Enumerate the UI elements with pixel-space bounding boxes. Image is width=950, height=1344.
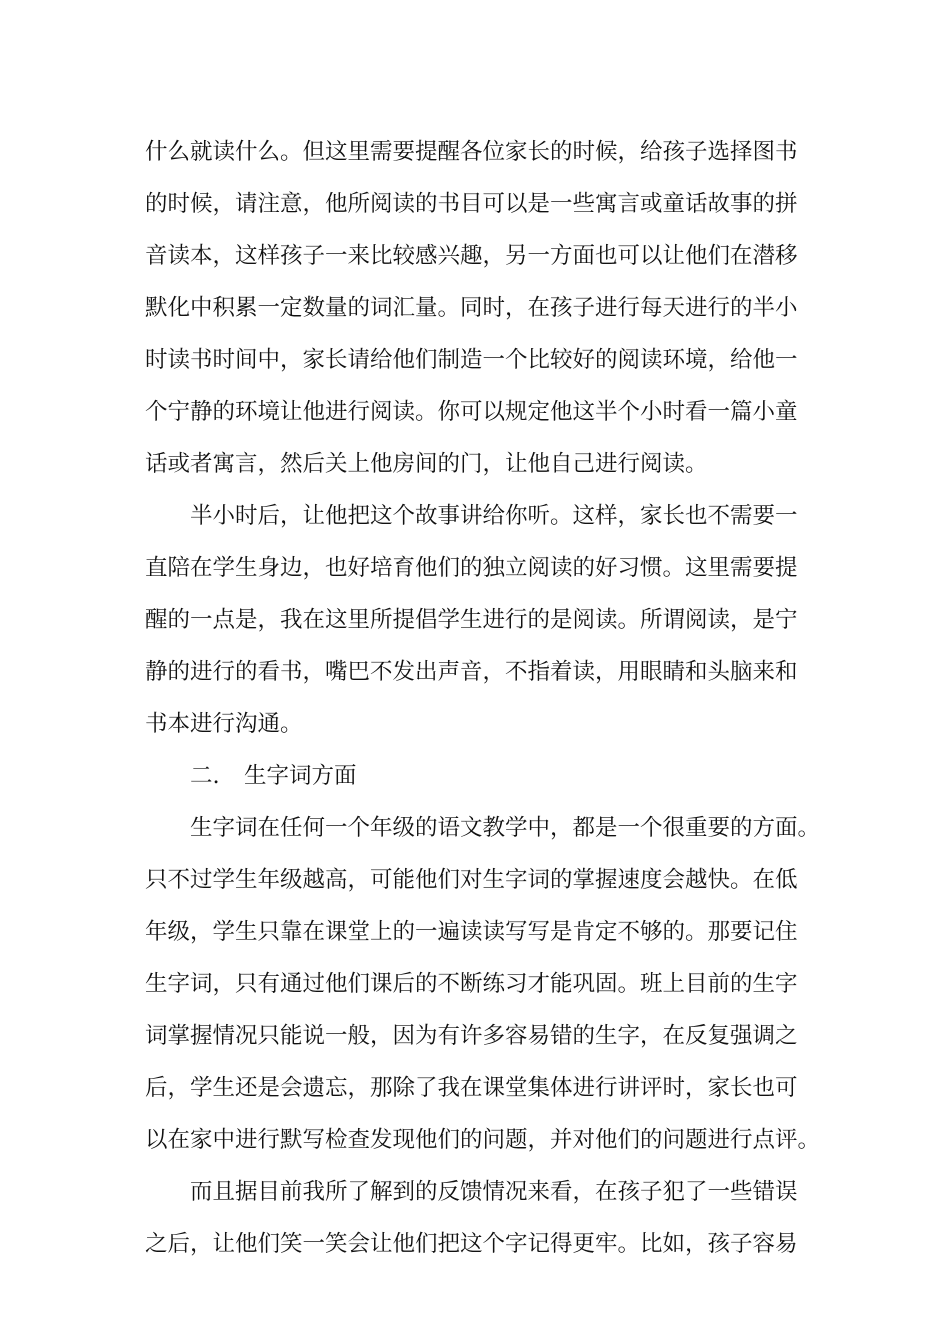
text-line: 话或者寓言，然后关上他房间的门，让他自己进行阅读。 xyxy=(145,451,708,477)
text-line: 只不过学生年级越高，可能他们对生字词的掌握速度会越快。在低 xyxy=(145,867,798,893)
text-line: 生字词，只有通过他们课后的不断练习才能巩固。班上目前的生字 xyxy=(145,971,798,997)
text-line: 默化中积累一定数量的词汇量。同时，在孩子进行每天进行的半小 xyxy=(145,295,798,321)
paragraph-start-line: 生字词在任何一个年级的语文教学中，都是一个很重要的方面。 xyxy=(190,815,821,841)
text-line: 词掌握情况只能说一般，因为有许多容易错的生字，在反复强调之 xyxy=(145,1023,798,1049)
text-line: 后，学生还是会遗忘，那除了我在课堂集体进行讲评时，家长也可 xyxy=(145,1075,798,1101)
paragraph-start-line: 半小时后，让他把这个故事讲给你听。这样，家长也不需要一 xyxy=(190,503,798,529)
text-line: 什么就读什么。但这里需要提醒各位家长的时候，给孩子选择图书 xyxy=(145,139,798,165)
text-line: 音读本，这样孩子一来比较感兴趣，另一方面也可以让他们在潜移 xyxy=(145,243,798,269)
text-line: 直陪在学生身边，也好培育他们的独立阅读的好习惯。这里需要提 xyxy=(145,555,798,581)
paragraph-start-line: 而且据目前我所了解到的反馈情况来看，在孩子犯了一些错误 xyxy=(190,1179,798,1205)
section-heading xyxy=(145,750,805,802)
section-number: 二. xyxy=(190,763,220,789)
text-line: 个宁静的环境让他进行阅读。你可以规定他这半个小时看一篇小童 xyxy=(145,399,798,425)
text-line: 时读书时间中，家长请给他们制造一个比较好的阅读环境，给他一 xyxy=(145,347,798,373)
text-line: 之后，让他们笑一笑会让他们把这个字记得更牢。比如，孩子容易 xyxy=(145,1231,798,1257)
text-line: 以在家中进行默写检查发现他们的问题，并对他们的问题进行点评。 xyxy=(145,1127,821,1153)
text-line: 静的进行的看书，嘴巴不发出声音，不指着读，用眼睛和头脑来和 xyxy=(145,659,798,685)
section-title: 生字词方面 xyxy=(244,763,357,789)
text-line: 的时候，请注意，他所阅读的书目可以是一些寓言或童话故事的拼 xyxy=(145,191,798,217)
text-line: 书本进行沟通。 xyxy=(145,711,303,737)
text-line: 醒的一点是，我在这里所提倡学生进行的是阅读。所谓阅读，是宁 xyxy=(145,607,798,633)
text-line: 年级，学生只靠在课堂上的一遍读读写写是肯定不够的。那要记住 xyxy=(145,919,798,945)
document-body xyxy=(145,126,821,1270)
